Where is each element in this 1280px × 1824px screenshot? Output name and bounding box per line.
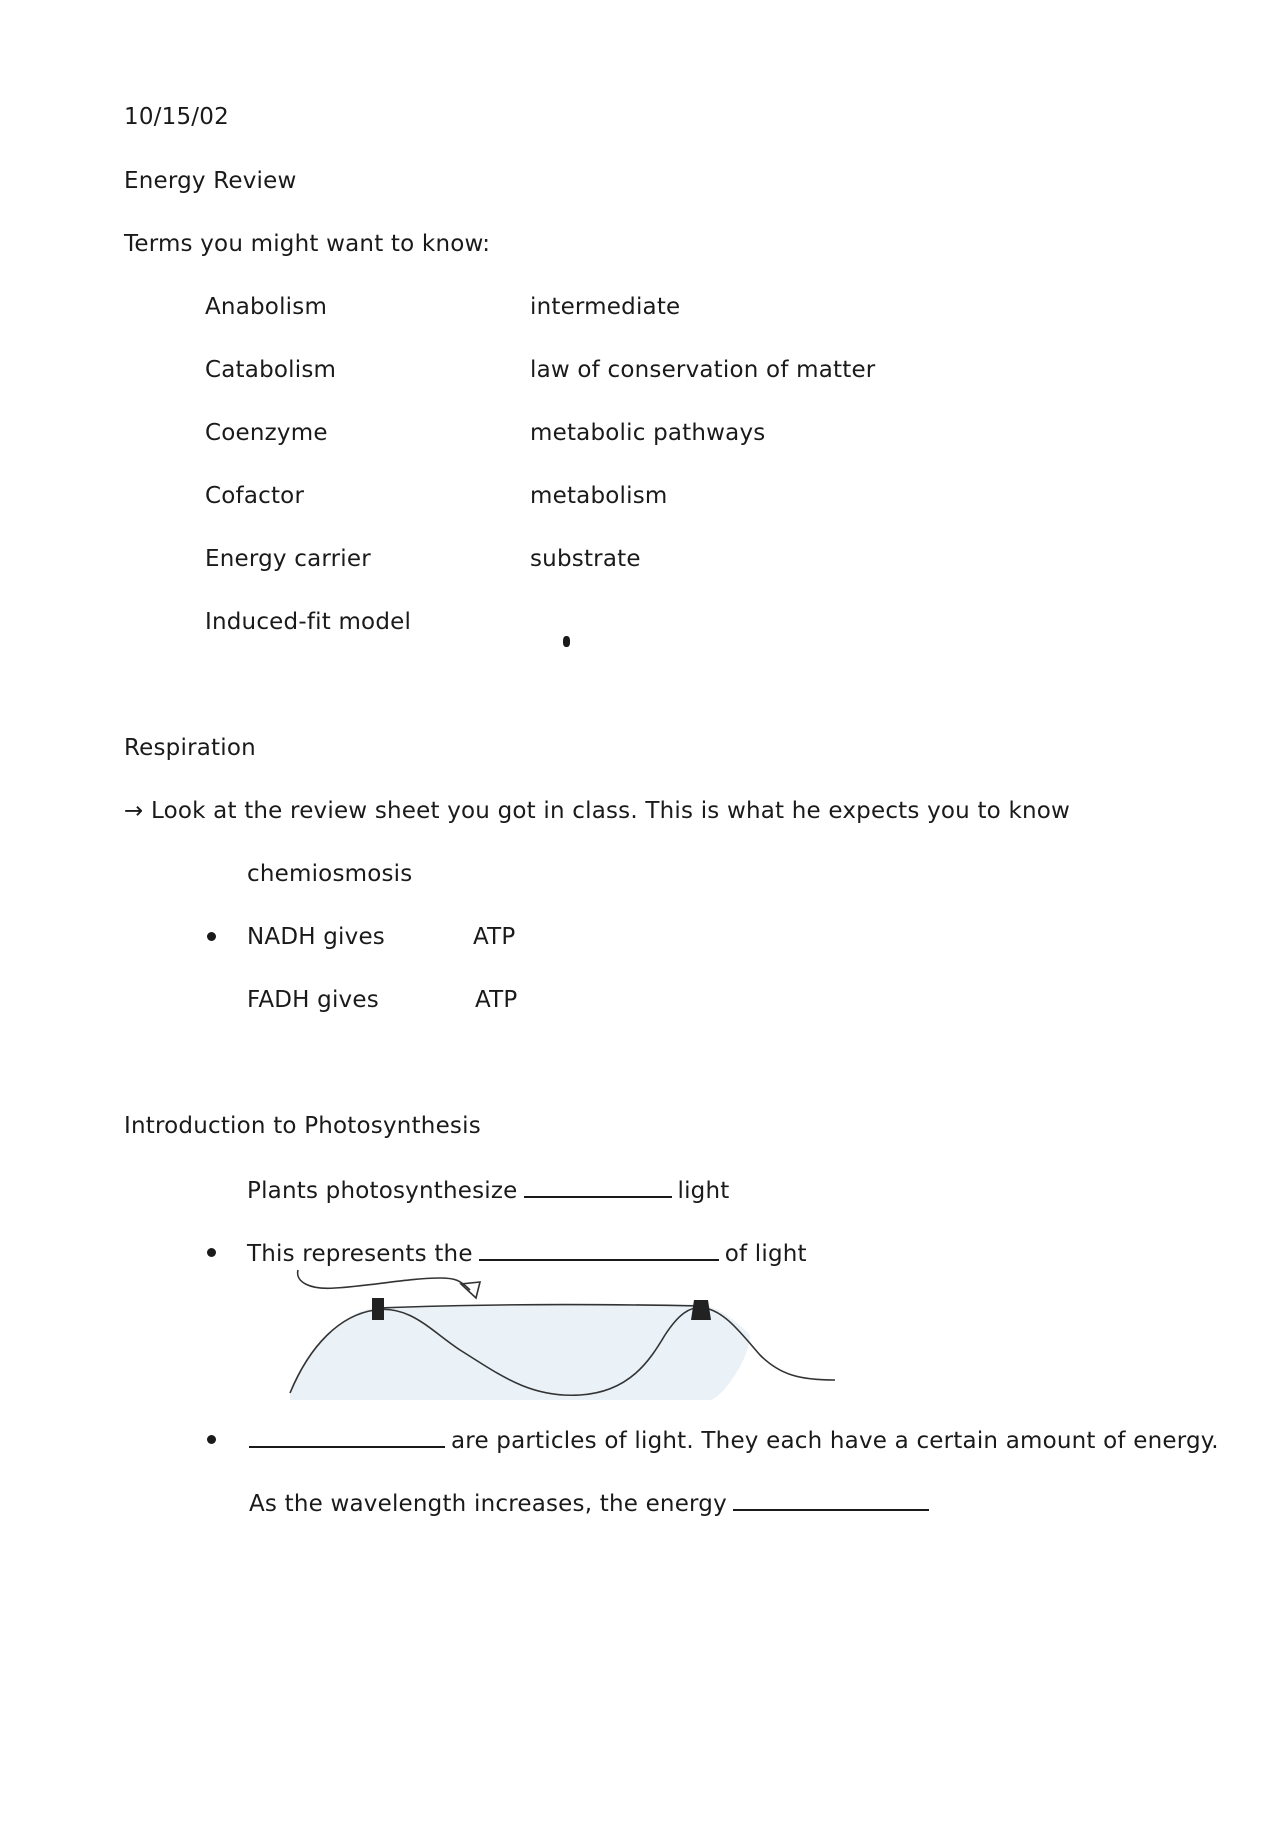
document-date: 10/15/02: [124, 104, 229, 130]
term-right: substrate: [530, 546, 641, 572]
answer-blank: [733, 1487, 929, 1511]
bullet-icon: [207, 932, 216, 941]
crest-marker-left: [372, 1298, 384, 1320]
line-4-start: As the wavelength increases, the energy: [249, 1491, 727, 1517]
photosynthesis-line-4: [249, 1487, 935, 1519]
line-2-start: This represents the: [247, 1241, 473, 1267]
wave-shading: [290, 1304, 750, 1400]
respiration-note: → Look at the review sheet you got in class. This is what he expects you to know: [124, 798, 1071, 824]
document-title: Energy Review: [124, 168, 297, 194]
answer-blank: [479, 1237, 719, 1261]
answer-blank: [249, 1424, 445, 1448]
answer-blank: [524, 1174, 672, 1198]
bullet-icon: [207, 1435, 216, 1444]
term-left: Energy carrier: [205, 546, 371, 572]
term-right: metabolic pathways: [530, 420, 766, 446]
arrowhead-icon: [461, 1282, 480, 1298]
line-1-end: light: [677, 1178, 730, 1204]
photosynthesis-heading: Introduction to Photosynthesis: [124, 1113, 481, 1139]
line-2-end: of light: [724, 1241, 807, 1267]
respiration-heading: Respiration: [124, 735, 256, 761]
terms-intro: Terms you might want to know:: [124, 231, 491, 257]
term-left: Catabolism: [205, 357, 337, 383]
term-right: intermediate: [530, 294, 681, 320]
term-left: Anabolism: [205, 294, 328, 320]
photosynthesis-line-3: [249, 1424, 1219, 1456]
fadh-unit: ATP: [475, 987, 518, 1013]
bullet-icon: [207, 1248, 216, 1257]
term-right: metabolism: [530, 483, 668, 509]
photosynthesis-line-1: [247, 1174, 729, 1206]
term-right: law of conservation of matter: [530, 357, 876, 383]
term-left: Cofactor: [205, 483, 305, 509]
stray-mark: [563, 636, 570, 647]
crest-marker-right: [691, 1300, 711, 1320]
term-left: Coenzyme: [205, 420, 328, 446]
respiration-topic: chemiosmosis: [247, 861, 413, 887]
term-left: Induced-fit model: [205, 609, 412, 635]
nadh-unit: ATP: [473, 924, 516, 950]
arrow-curve: [298, 1270, 470, 1290]
fadh-label: FADH gives: [247, 987, 379, 1013]
line-3-end: are particles of light. They each have a certain amount of energy.: [451, 1428, 1219, 1454]
wave-diagram: [280, 1260, 840, 1400]
nadh-label: NADH gives: [247, 924, 385, 950]
line-1-start: Plants photosynthesize: [247, 1178, 518, 1204]
